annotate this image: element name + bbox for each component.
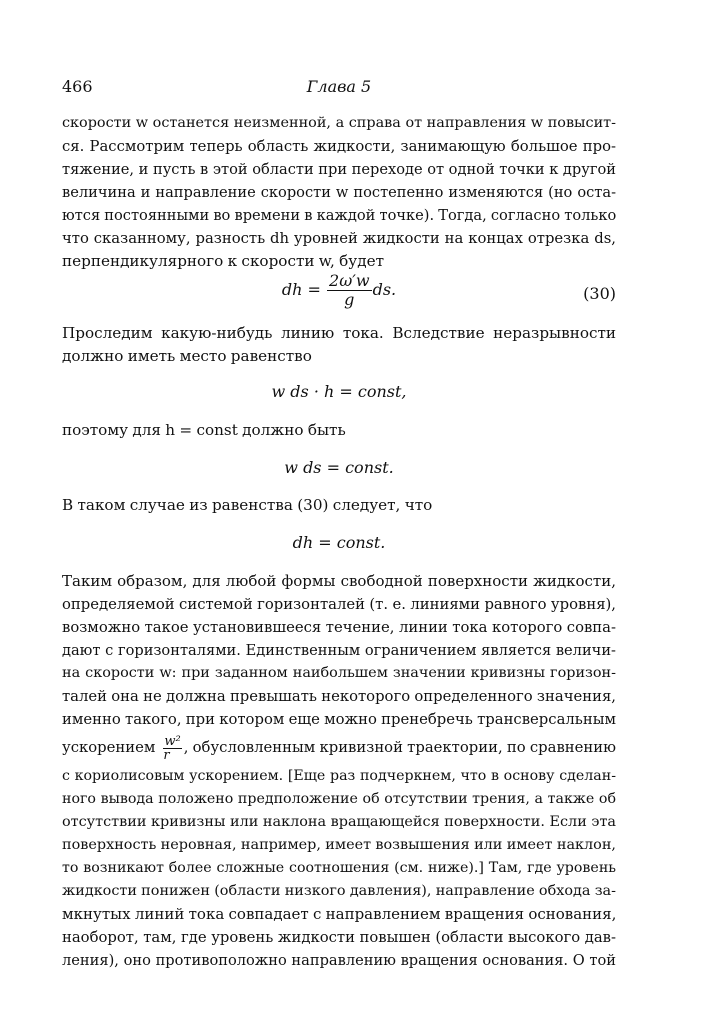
equation-rhs: ds. [372,280,397,299]
text-line: на скорости w: при заданном наибольшем значении кривизны горизон- [62,665,616,681]
page-header [62,77,616,101]
text-after-fraction: , обусловленным кривизной траектории, по сравнению [183,739,616,756]
equation-30 [62,272,616,316]
equation-continuity: w ds · h = const, [271,382,407,401]
text-line: мкнутых линий тока совпадает с направлением вращения основания, [62,905,617,923]
text-line: дают с горизонталями. Единственным ограничением является величи- [62,642,616,659]
book-page [62,0,616,1018]
text-line: В таком случае из равенства (30) следует, что [62,496,433,514]
fraction-numerator: 2ω′w [329,271,370,290]
text-line: скорости w останется неизменной, а справа от направления w повысит- [62,115,616,131]
equation-wds: w ds = const. [284,458,394,477]
text-line: тяжение, и пусть в этой области при переходе от одной точки к другой [62,161,616,178]
inline-fraction-numerator: w² [164,733,181,749]
text-line: должно иметь место равенство [62,347,312,365]
text-line: перпендикулярного к скорости w, будет [62,252,384,270]
text-line: жидкости понижен (области низкого давления), направление обхода за- [62,883,616,899]
fraction-denominator: g [344,290,355,309]
chapter-title: Глава 5 [306,77,372,96]
text-line: Таким образом, для любой формы свободной поверхности жидкости, [62,572,616,590]
paragraph-streamline [62,322,616,368]
paragraph-main [62,570,616,731]
text-line: что сказанному, разность dh уровней жидкости на концах отрезка ds, [62,230,616,247]
paragraph-fraction-line [62,733,616,763]
paragraph-follows [62,494,616,517]
text-line: с кориолисовым ускорением. [Еще раз подчеркнем, что в основу сделан- [62,768,616,784]
page-number: 466 [62,77,93,96]
text-line: ления), оно противоположно направлению вращения основания. О той [62,952,616,969]
paragraph-therefore [62,419,616,442]
text-line: талей она не должна превышать некоторого определенного значения, [62,688,616,705]
text-line: возможно такое установившееся течение, линии тока которого совпа- [62,619,616,636]
text-line: именно такого, при котором еще можно пренебречь трансверсальным [62,711,616,728]
text-line: наоборот, там, где уровень жидкости повышен (области высокого дав- [62,929,616,946]
text-line: определяемой системой горизонталей (т. е. линиями равного уровня), [62,596,616,613]
text-line [62,733,616,763]
inline-fraction [163,735,181,762]
equation-number: (30) [583,284,616,303]
equation-dh-const: dh = const. [292,533,386,552]
text-line: ются постоянными во времени в каждой точке). Тогда, согласно только [62,207,617,224]
equation-fraction [327,272,372,309]
inline-fraction-denominator: r [163,747,170,763]
fraction-group [161,733,616,763]
text-line: величина и направление скорости w постепенно изменяются (но оста- [62,184,616,201]
equation-lhs: dh = [281,280,321,299]
paragraph-intro [62,112,616,273]
text-before-fraction: ускорением [62,739,156,756]
text-line: отсутствии кривизны или наклона вращающейся поверхности. Если эта [62,814,616,830]
paragraph-main-continued [62,765,616,972]
text-line: ся. Рассмотрим теперь область жидкости, занимающую большое про- [62,138,616,155]
text-line: Проследим какую-нибудь линию тока. Вследствие неразрывности [62,324,616,342]
text-line: поэтому для h = const должно быть [62,421,346,439]
text-line: то возникают более сложные соотношения (см. ниже).] Там, где уровень [62,860,616,876]
text-line: ного вывода положено предположение об отсутствии трения, а также об [62,791,616,807]
text-line: поверхность неровная, например, имеет возвышения или имеет наклон, [62,837,616,853]
